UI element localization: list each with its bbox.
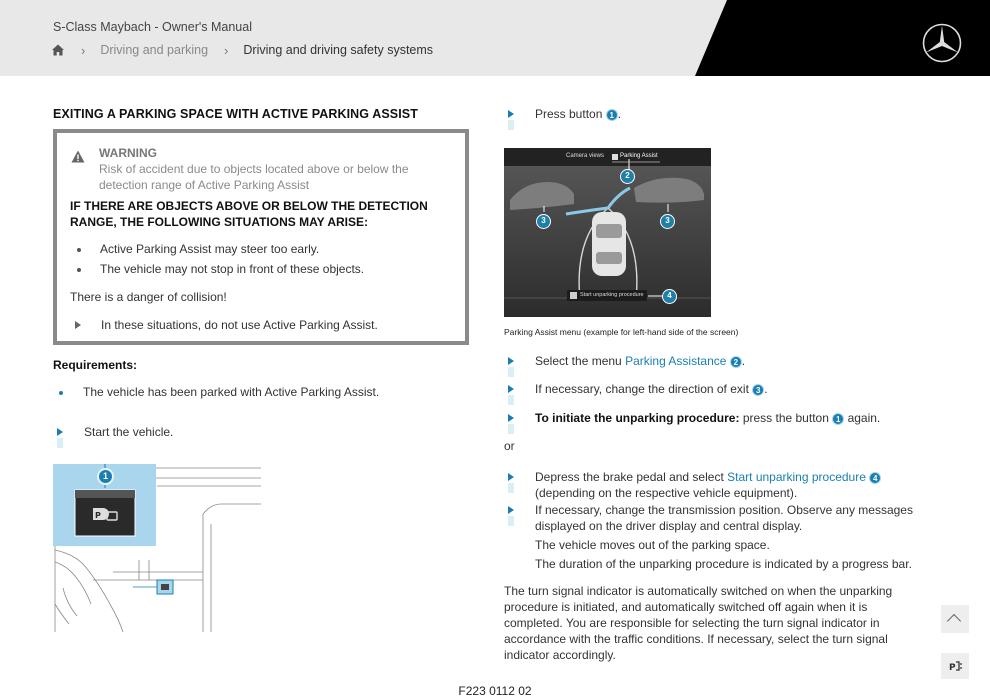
turn-signal-paragraph: The turn signal indicator is automatically switched on when the unparking procedure is initiated, and automatically switched off again when it is completed. You are responsible for selecting the turn signal indicator in accordance with the traffic conditions. If necessary, select the turn signal indicator accordingly. — [504, 584, 893, 662]
step-marker — [57, 438, 63, 448]
callout-badge: 1 — [832, 413, 844, 425]
section-heading: EXITING A PARKING SPACE WITH ACTIVE PARKING ASSIST — [53, 107, 418, 121]
parking-assistance-link[interactable]: Parking Assistance — [625, 354, 727, 368]
svg-text:P: P — [95, 511, 101, 520]
svg-text:P: P — [949, 663, 956, 673]
result-text: The vehicle moves out of the parking space. — [535, 538, 770, 552]
chevron-right-icon: › — [81, 42, 86, 58]
list-item: The vehicle may not stop in front of these objects. — [70, 260, 364, 280]
breadcrumb — [51, 42, 433, 58]
screen-callout-4: 4 — [662, 289, 677, 304]
callout-badge: 3 — [752, 384, 764, 396]
result-text: The duration of the unparking procedure is indicated by a progress bar. — [535, 557, 912, 571]
step-arrow-icon — [57, 428, 63, 436]
warning-action — [70, 318, 378, 332]
figure-caption: Parking Assist menu (example for left-hand side of the screen) — [504, 327, 739, 337]
warning-box — [53, 129, 469, 345]
result-vehicle-moves — [504, 537, 770, 553]
start-unparking-button-label[interactable]: Start unparking procedure — [580, 292, 644, 298]
step-text-end: . — [741, 354, 746, 368]
start-unparking-link[interactable]: Start unparking procedure — [727, 470, 866, 484]
screen-callout-3-right: 3 — [660, 214, 675, 229]
header-bar — [0, 0, 990, 76]
step-text: press the button — [742, 411, 829, 425]
step-marker — [508, 483, 514, 493]
step-arrow-icon — [508, 357, 514, 365]
figure-callout-1 — [97, 468, 114, 485]
callout-badge: 4 — [869, 472, 881, 484]
step-arrow-icon — [508, 506, 514, 514]
step-press-button — [504, 106, 621, 122]
result-progress-bar — [504, 556, 912, 572]
tab-parking-assist[interactable]: Parking Assist — [620, 153, 658, 159]
warning-action-text: In these situations, do not use Active Parking Assist. — [101, 318, 378, 332]
figure-reference-code: F223 0112 02 — [458, 684, 532, 698]
warning-danger-text: There is a danger of collision! — [70, 290, 227, 304]
step-arrow-icon — [508, 110, 514, 118]
arrow-right-icon — [75, 321, 81, 329]
step-text: Depress the brake pedal and select — [535, 470, 724, 484]
list-item: Active Parking Assist may steer too early. — [70, 240, 364, 260]
scroll-to-top-button[interactable] — [941, 605, 969, 633]
warning-triangle-icon — [71, 150, 85, 163]
warning-title: WARNING — [99, 146, 157, 160]
parking-assist-icon[interactable] — [941, 653, 969, 679]
manual-title: S-Class Maybach - Owner's Manual — [53, 20, 252, 34]
step-change-transmission — [504, 502, 924, 534]
step-text: If necessary, change the transmission position. Observe any messages displayed on the driver display and central display. — [535, 503, 913, 533]
vehicle-interior-illustration — [53, 464, 261, 634]
callout-number: 1 — [102, 471, 108, 481]
tab-camera-views[interactable]: Camera views — [566, 153, 605, 159]
screen-callout-3-left: 3 — [536, 214, 551, 229]
step-bold-text: To initiate the unparking procedure: — [535, 411, 740, 425]
step-text-end: . — [764, 382, 768, 396]
warning-subtitle: Risk of accident due to objects located above or below the detection range of Active Parking Assist — [99, 162, 409, 192]
step-arrow-icon — [508, 385, 514, 393]
parking-assist-icon-svg — [941, 653, 969, 679]
step-select-menu — [504, 353, 745, 369]
step-text: If necessary, change the direction of exit — [535, 382, 749, 396]
requirements-heading: Requirements: — [53, 358, 138, 372]
screen-callout-2: 2 — [620, 169, 635, 184]
warning-bullet-list — [70, 240, 364, 279]
step-marker — [508, 395, 514, 405]
step-arrow-icon — [508, 473, 514, 481]
step-text-line2: (depending on the respective vehicle equipment). — [535, 486, 798, 500]
callout-badge: 2 — [730, 356, 742, 368]
step-text-end: again. — [847, 411, 881, 425]
home-icon[interactable] — [51, 43, 65, 57]
warning-caps-text: IF THERE ARE OBJECTS ABOVE OR BELOW THE DETECTION RANGE, THE FOLLOWING SITUATIONS MAY ARISE: — [70, 199, 428, 229]
mercedes-star-logo[interactable] — [921, 22, 963, 64]
step-text: Press button — [535, 107, 603, 121]
callout-badge: 1 — [606, 109, 618, 121]
chevron-right-icon: › — [224, 42, 229, 58]
or-separator: or — [504, 439, 515, 453]
step-text-end: . — [617, 107, 622, 121]
step-start-vehicle — [53, 424, 173, 440]
step-marker — [508, 367, 514, 377]
step-change-direction — [504, 381, 768, 397]
step-marker — [508, 516, 514, 526]
parking-assist-screen-image — [504, 148, 711, 317]
breadcrumb-current[interactable]: Driving and driving safety systems — [243, 43, 434, 57]
step-initiate-unparking — [504, 410, 880, 426]
breadcrumb-link-driving-parking[interactable]: Driving and parking — [100, 43, 209, 57]
step-marker — [508, 120, 514, 130]
step-text: Select the menu — [535, 354, 622, 368]
step-depress-brake — [504, 469, 924, 501]
requirement-item: The vehicle has been parked with Active Parking Assist. — [53, 385, 379, 399]
step-arrow-icon — [508, 414, 514, 422]
step-marker — [508, 424, 514, 434]
step-text: Start the vehicle. — [84, 425, 174, 439]
